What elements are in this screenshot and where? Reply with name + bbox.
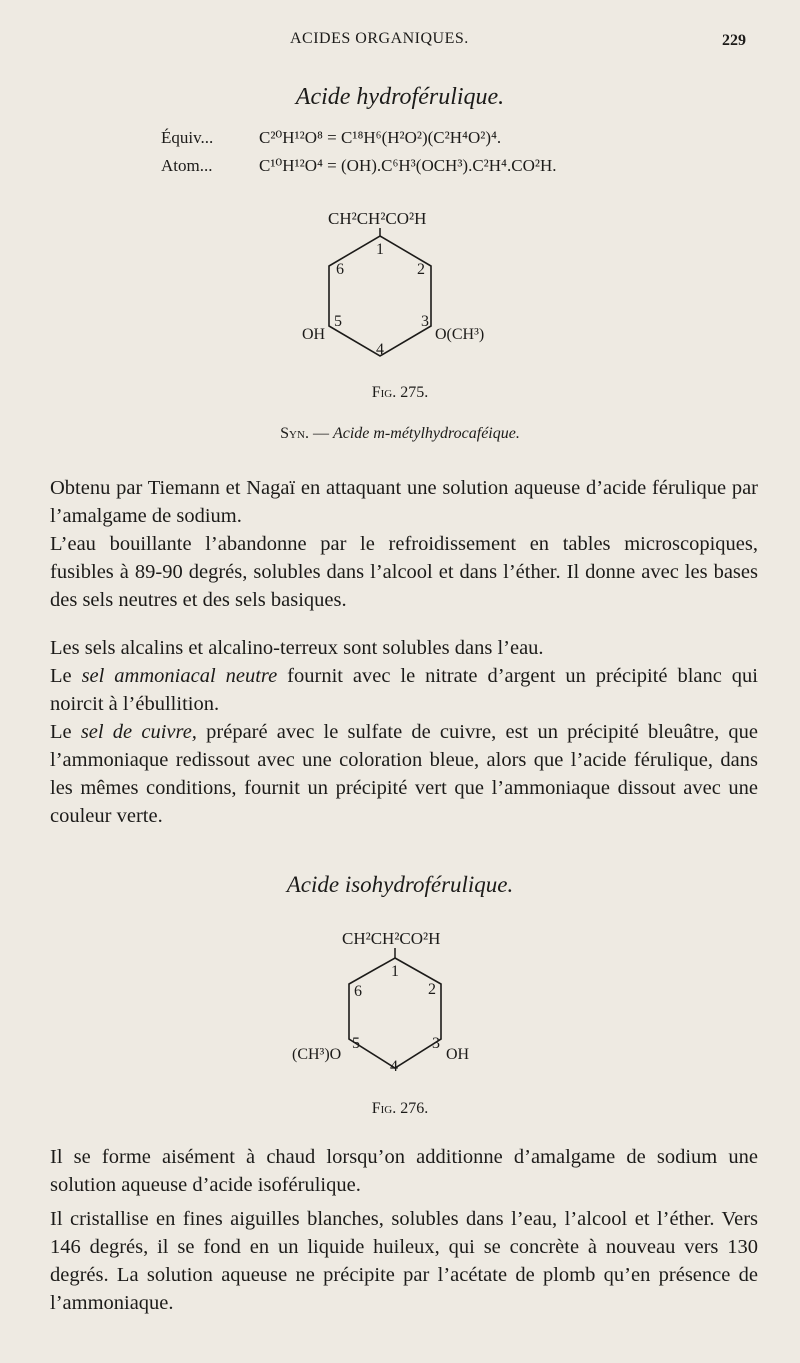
position-label: 5 [352,1035,360,1052]
synonym-name: Acide m-métylhydrocaféique. [332,425,520,442]
text-fragment: Le [50,721,72,743]
position-label: 4 [376,341,384,358]
substituent-right: O(CH³) [435,326,485,343]
body-text-section1 [50,474,758,830]
italic-term: sel de cuivre, [80,721,197,743]
paragraph: Il cristallise en fines aiguilles blanches, solubles dans l’eau, l’alcool et l’éther. Vers 146 degrés, il se fond en un liquide huileux, qui se concrète à nouveau vers 130 degrés. La solution aqueuse ne précipite par l’acétate de plomb qu’en présence de l’ammoniaque. [50,1208,758,1314]
figure-caption-276: Fig. 276. [371,1100,429,1117]
formula-value: C¹⁰H¹²O⁴ = (OH).C⁶H³(OCH³).C²H⁴.CO²H. [259,156,557,175]
position-label: 1 [376,241,384,258]
text-fragment: fournit avec le nitrate d’argent un précipité blanc qui noircit à l’ébullition. [50,665,758,715]
formula-label: Équiv... [161,128,214,147]
position-label: 2 [417,261,425,278]
section-title-isohydroferulique: Acide isohydroférulique. [286,872,514,897]
position-label: 3 [432,1035,440,1052]
position-label: 6 [336,261,344,278]
position-label: 1 [391,963,399,980]
running-head: ACIDES ORGANIQUES. [290,30,469,47]
position-label: 3 [421,313,429,330]
formula-block-1 [0,124,800,184]
substituent-left: OH [302,326,326,343]
position-label: 5 [334,313,342,330]
position-label: 2 [428,981,436,998]
page-header [0,22,800,52]
paragraph: Il se forme aisément à chaud lorsqu’on additionne d’amalgame de sodium une solution aqueuse d’acide isoférulique. [50,1146,758,1196]
position-label: 4 [390,1058,398,1075]
substituent-left: (CH³)O [292,1046,342,1063]
paragraph [50,662,758,718]
text-fragment: préparé avec le sulfate de cuivre, est un précipité bleuâtre, que l’ammoniaque redissout avec une coloration bleue, alors que l’acide férulique, dans les mêmes conditions, fournit un précipité vert que l’ammoniaque dissout avec une couleur verte. [50,721,758,827]
page-number: 229 [722,32,746,49]
formula-value: C²⁰H¹²O⁸ = C¹⁸H⁶(H²O²)(C²H⁴O²)⁴. [259,128,502,147]
synonym-dash: — [312,425,329,442]
synonym-line [0,425,800,443]
paragraph: Les sels alcalins et alcalino-terreux sont solubles dans l’eau. [50,637,544,659]
substituent-top: CH²CH²CO²H [328,209,427,228]
text-fragment: Le [50,665,72,687]
body-text-section2 [50,1143,758,1317]
paragraph: Obtenu par Tiemann et Nagaï en attaquant une solution aqueuse d’acide férulique par l’amalgame de sodium. [50,477,758,527]
synonym-label: Syn. [280,425,309,442]
section-title-hydroferulique: Acide hydroférulique. [295,84,505,110]
position-label: 6 [354,983,362,1000]
formula-label: Atom... [161,156,213,175]
paragraph [50,718,758,830]
benzene-ring-diagram-275 [290,198,530,378]
benzene-ring-diagram-276 [290,916,530,1096]
italic-term: sel ammoniacal neutre [81,665,278,687]
figure-caption-275: Fig. 275. [371,384,429,401]
substituent-top: CH²CH²CO²H [342,929,441,948]
substituent-right: OH [446,1046,470,1063]
paragraph: L’eau bouillante l’abandonne par le refroidissement en tables microscopiques, fusibles à 89-90 degrés, solubles dans l’alcool et dans l’éther. Il donne avec les bases des sels neutres et des sels basiques. [50,533,758,611]
